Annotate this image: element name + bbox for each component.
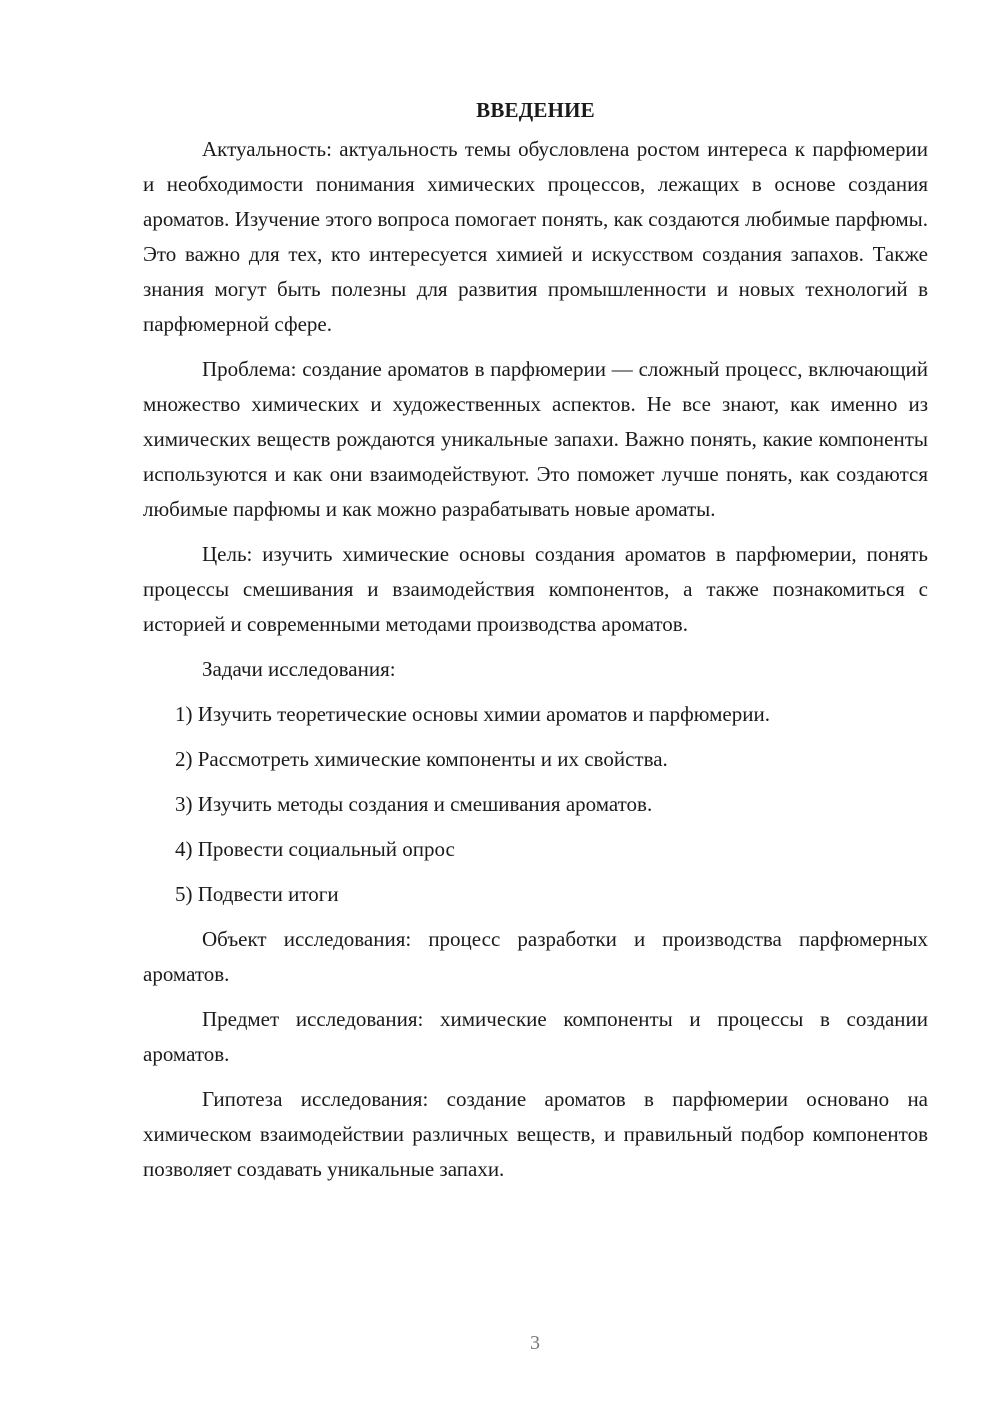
document-page (143, 92, 928, 1197)
tasks-heading: Задачи исследования: (202, 657, 396, 681)
task-item-5: 5) Подвести итоги (175, 882, 339, 906)
paragraph-hypothesis: Гипотеза исследования: создание ароматов в парфюмерии основано на химическом взаимодействии различных веществ, и правильный подбор компонентов позволяет создавать уникальные запахи. (143, 1087, 928, 1181)
paragraph-goal: Цель: изучить химические основы создания ароматов в парфюмерии, понять процессы смешивания и взаимодействия компонентов, а также познакомиться с историей и современными методами производства ароматов. (143, 542, 928, 636)
page-number: 3 (530, 1332, 540, 1354)
paragraph-subject: Предмет исследования: химические компоненты и процессы в создании ароматов. (143, 1007, 928, 1066)
page-title: ВВЕДЕНИЕ (476, 98, 595, 122)
task-item-2: 2) Рассмотреть химические компоненты и их свойства. (175, 747, 668, 771)
paragraph-problem: Проблема: создание ароматов в парфюмерии — сложный процесс, включающий множество химических и художественных аспектов. Не все знают, как именно из химических веществ рождаются уникальные запахи. Важно понять, какие компоненты используются и как они взаимодействуют. Это поможет лучше понять, как создаются любимые парфюмы и как можно разрабатывать новые ароматы. (143, 357, 928, 521)
task-item-4: 4) Провести социальный опрос (175, 837, 455, 861)
task-item-1: 1) Изучить теоретические основы химии ароматов и парфюмерии. (175, 702, 770, 726)
task-list (143, 697, 928, 912)
task-item-3: 3) Изучить методы создания и смешивания ароматов. (175, 792, 653, 816)
paragraph-object: Объект исследования: процесс разработки и производства парфюмерных ароматов. (143, 927, 928, 986)
paragraph-relevance: Актуальность: актуальность темы обусловлена ростом интереса к парфюмерии и необходимости понимания химических процессов, лежащих в основе создания ароматов. Изучение этого вопроса помогает понять, как создаются любимые парфюмы. Это важно для тех, кто интересуется химией и искусством создания запахов. Также знания могут быть полезны для развития промышленности и новых технологий в парфюмерной сфере. (143, 137, 928, 336)
